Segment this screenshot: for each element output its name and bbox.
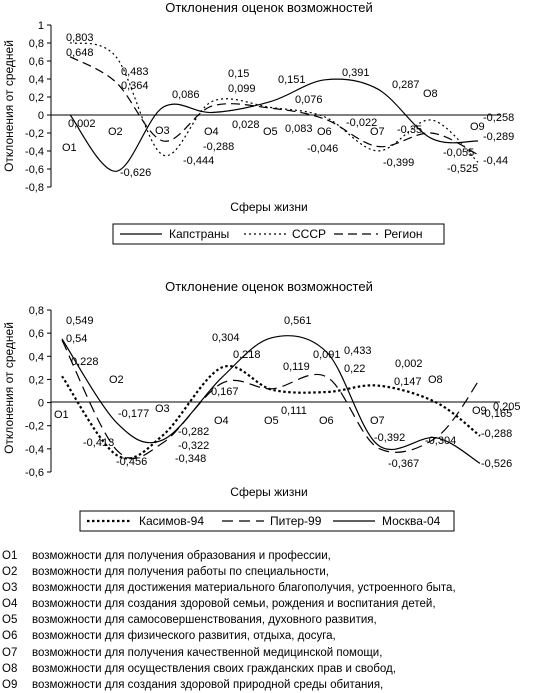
note-text: возможности для создания здоровой семьи, рождения и воспитания детей, bbox=[32, 598, 436, 611]
data-label: 0,151 bbox=[278, 74, 306, 86]
note-code: O6 bbox=[2, 630, 18, 643]
data-label: 0,218 bbox=[233, 349, 261, 361]
chart-2-ylabel: Отклонения от средней bbox=[2, 322, 16, 454]
data-label: -0,626 bbox=[120, 167, 152, 179]
data-label: -0,444 bbox=[183, 155, 215, 167]
chart-1-data-labels bbox=[66, 32, 514, 179]
data-label: 0,648 bbox=[66, 47, 94, 59]
note-item bbox=[2, 612, 537, 628]
data-label: 0,083 bbox=[285, 123, 313, 135]
legend-label-moskva: Москва-04 bbox=[382, 514, 441, 528]
data-label: 0,002 bbox=[395, 358, 423, 370]
chart-1 bbox=[2, 0, 514, 244]
legend-label-kasimov: Касимов-94 bbox=[139, 514, 205, 528]
data-label: 0,549 bbox=[66, 315, 94, 327]
data-label: -0,289 bbox=[483, 131, 515, 143]
category-label: O9 bbox=[470, 121, 485, 133]
note-code: O8 bbox=[2, 662, 18, 675]
legend-label-kapstrany: Капстраны bbox=[169, 227, 230, 241]
data-label: 0,205 bbox=[493, 401, 521, 413]
data-label: 0,086 bbox=[172, 89, 200, 101]
data-label: -0,288 bbox=[481, 428, 513, 440]
data-label: -0,165 bbox=[481, 408, 513, 420]
category-label: O4 bbox=[204, 126, 219, 138]
data-label: -0,413 bbox=[83, 437, 115, 449]
category-label: O5 bbox=[264, 415, 279, 427]
chart-2-legend bbox=[80, 511, 454, 531]
data-label: 0,22 bbox=[344, 363, 366, 375]
chart-1-xlabel: Сферы жизни bbox=[230, 200, 308, 214]
data-label: -0,35 bbox=[397, 124, 423, 136]
category-label: O3 bbox=[155, 403, 170, 415]
data-label: 0,391 bbox=[342, 67, 370, 79]
category-label: O7 bbox=[370, 126, 385, 138]
category-label: O2 bbox=[109, 374, 124, 386]
data-label: 0,433 bbox=[344, 345, 372, 357]
y-tick-label: -0,6 bbox=[25, 467, 44, 479]
y-tick-label: 0,4 bbox=[28, 351, 44, 364]
data-label: 0,364 bbox=[121, 80, 149, 92]
data-label: -0,392 bbox=[374, 432, 406, 444]
note-item bbox=[2, 580, 537, 596]
y-tick-label: 0,8 bbox=[28, 38, 44, 50]
note-item bbox=[2, 564, 537, 580]
data-label: 0,099 bbox=[228, 83, 256, 95]
chart-2-xlabel: Сферы жизни bbox=[230, 485, 308, 499]
category-label: O1 bbox=[54, 409, 69, 421]
data-label: -0,525 bbox=[447, 163, 479, 175]
y-tick-label: 0,8 bbox=[28, 305, 44, 317]
note-text: возможности для достижения материального благополучия, устроенного быта, bbox=[32, 582, 456, 595]
note-text: возможности для физического развития, отдыха, досуга, bbox=[32, 630, 336, 643]
y-tick-label: 1 bbox=[37, 20, 44, 32]
note-text: возможности для получения качественной медицинской помощи, bbox=[32, 646, 383, 659]
data-label: 0,111 bbox=[281, 405, 307, 417]
legend-label-region: Регион bbox=[384, 227, 423, 241]
data-label: 0,287 bbox=[392, 79, 420, 91]
category-label: O8 bbox=[423, 88, 438, 100]
data-label: -0,282 bbox=[178, 426, 210, 438]
data-label: 0,228 bbox=[71, 356, 99, 368]
note-code: O5 bbox=[2, 614, 18, 627]
chart-2-title: Отклонение оценок возможностей bbox=[165, 279, 373, 294]
data-label: -0,022 bbox=[346, 117, 378, 129]
note-code: O7 bbox=[2, 646, 18, 659]
y-tick-label: -0,4 bbox=[25, 443, 44, 456]
data-label: 0,076 bbox=[295, 94, 323, 106]
category-label: O2 bbox=[108, 126, 123, 138]
data-label: -0,399 bbox=[383, 157, 415, 169]
y-tick-label: 0,6 bbox=[28, 328, 44, 341]
data-label: 0,54 bbox=[66, 333, 88, 345]
data-label: -0,44 bbox=[483, 155, 509, 167]
data-label: 0,167 bbox=[211, 386, 239, 398]
note-item bbox=[2, 661, 537, 677]
legend-label-piter: Питер-99 bbox=[270, 514, 322, 528]
category-label: O9 bbox=[472, 405, 487, 417]
data-label: -0,055 bbox=[443, 147, 475, 159]
category-label: O8 bbox=[428, 374, 443, 386]
chart-1-ylabel: Отклонения от средней bbox=[2, 40, 16, 172]
chart-1-category-labels bbox=[62, 88, 485, 154]
category-label: O7 bbox=[370, 415, 385, 427]
data-label: 0,002 bbox=[68, 118, 96, 130]
note-code: O9 bbox=[2, 678, 18, 691]
data-label: -0,322 bbox=[178, 440, 210, 452]
y-tick-label: 0 bbox=[37, 110, 44, 122]
y-tick-label: -0,6 bbox=[25, 164, 44, 176]
data-label: 0,119 bbox=[283, 361, 310, 373]
data-label: 0,147 bbox=[394, 376, 422, 388]
notes-list bbox=[2, 548, 537, 693]
data-label: -0,304 bbox=[425, 435, 457, 447]
category-label: O3 bbox=[155, 125, 170, 137]
y-tick-label: 0,4 bbox=[28, 74, 44, 86]
y-tick-label: -0,4 bbox=[25, 146, 44, 158]
data-label: -0,288 bbox=[203, 141, 235, 153]
category-label: O6 bbox=[317, 126, 332, 138]
category-label: O4 bbox=[214, 415, 229, 427]
note-item bbox=[2, 596, 537, 612]
data-label: -0,456 bbox=[116, 456, 148, 468]
note-code: O1 bbox=[2, 550, 18, 562]
data-label: 0,028 bbox=[232, 119, 260, 131]
data-label: -0,177 bbox=[118, 408, 150, 420]
legend-label-sssr: СССР bbox=[292, 227, 327, 241]
y-tick-label: -0,2 bbox=[25, 420, 44, 433]
series-line-3 bbox=[62, 336, 480, 464]
chart-1-title: Отклонения оценок возможностей bbox=[165, 0, 373, 15]
y-tick-label: 0,2 bbox=[28, 374, 44, 387]
chart-2-series bbox=[62, 336, 480, 464]
y-tick-label: 0,6 bbox=[28, 56, 44, 68]
data-label: -0,526 bbox=[481, 458, 513, 470]
data-label: 0,483 bbox=[121, 66, 149, 78]
chart-1-legend bbox=[113, 224, 444, 244]
y-tick-label: 0 bbox=[37, 397, 44, 410]
note-code: O4 bbox=[2, 598, 18, 611]
note-text: возможности для получения работы по специальности, bbox=[32, 566, 329, 579]
note-code: O3 bbox=[2, 582, 18, 595]
data-label: 0,304 bbox=[212, 332, 240, 344]
note-text: возможности для создания здоровой природной среды обитания, bbox=[32, 678, 384, 691]
category-label: O6 bbox=[319, 415, 334, 427]
data-label: 0,561 bbox=[284, 315, 312, 327]
chart-2 bbox=[2, 279, 521, 531]
data-label: 0,091 bbox=[313, 349, 341, 361]
y-tick-label: 0,2 bbox=[28, 92, 44, 104]
note-item bbox=[2, 548, 537, 564]
y-tick-label: -0,8 bbox=[25, 182, 44, 194]
data-label: -0,258 bbox=[483, 112, 515, 124]
data-label: -0,348 bbox=[175, 453, 207, 465]
y-tick-label: -0,2 bbox=[25, 128, 44, 140]
chart-1-series bbox=[70, 43, 478, 172]
note-text: возможности для получения образования и профессии, bbox=[32, 550, 331, 562]
data-label: -0,046 bbox=[307, 143, 339, 155]
note-text: возможности для осуществления своих гражданских прав и свобод, bbox=[32, 662, 396, 675]
data-label: -0,367 bbox=[388, 458, 420, 470]
note-code: O2 bbox=[2, 566, 18, 579]
note-item bbox=[2, 628, 537, 644]
data-label: 0,15 bbox=[228, 68, 250, 80]
chart-2-data-labels bbox=[66, 315, 521, 470]
chart-2-y-ticks bbox=[25, 305, 51, 479]
data-label: 0,803 bbox=[66, 32, 94, 44]
category-label: O1 bbox=[62, 142, 77, 154]
note-item bbox=[2, 645, 537, 661]
category-label: O5 bbox=[263, 126, 278, 138]
note-text: возможности для самосовершенствования, духовного развития, bbox=[32, 614, 377, 627]
note-item bbox=[2, 677, 537, 693]
chart-1-y-ticks bbox=[25, 20, 51, 194]
